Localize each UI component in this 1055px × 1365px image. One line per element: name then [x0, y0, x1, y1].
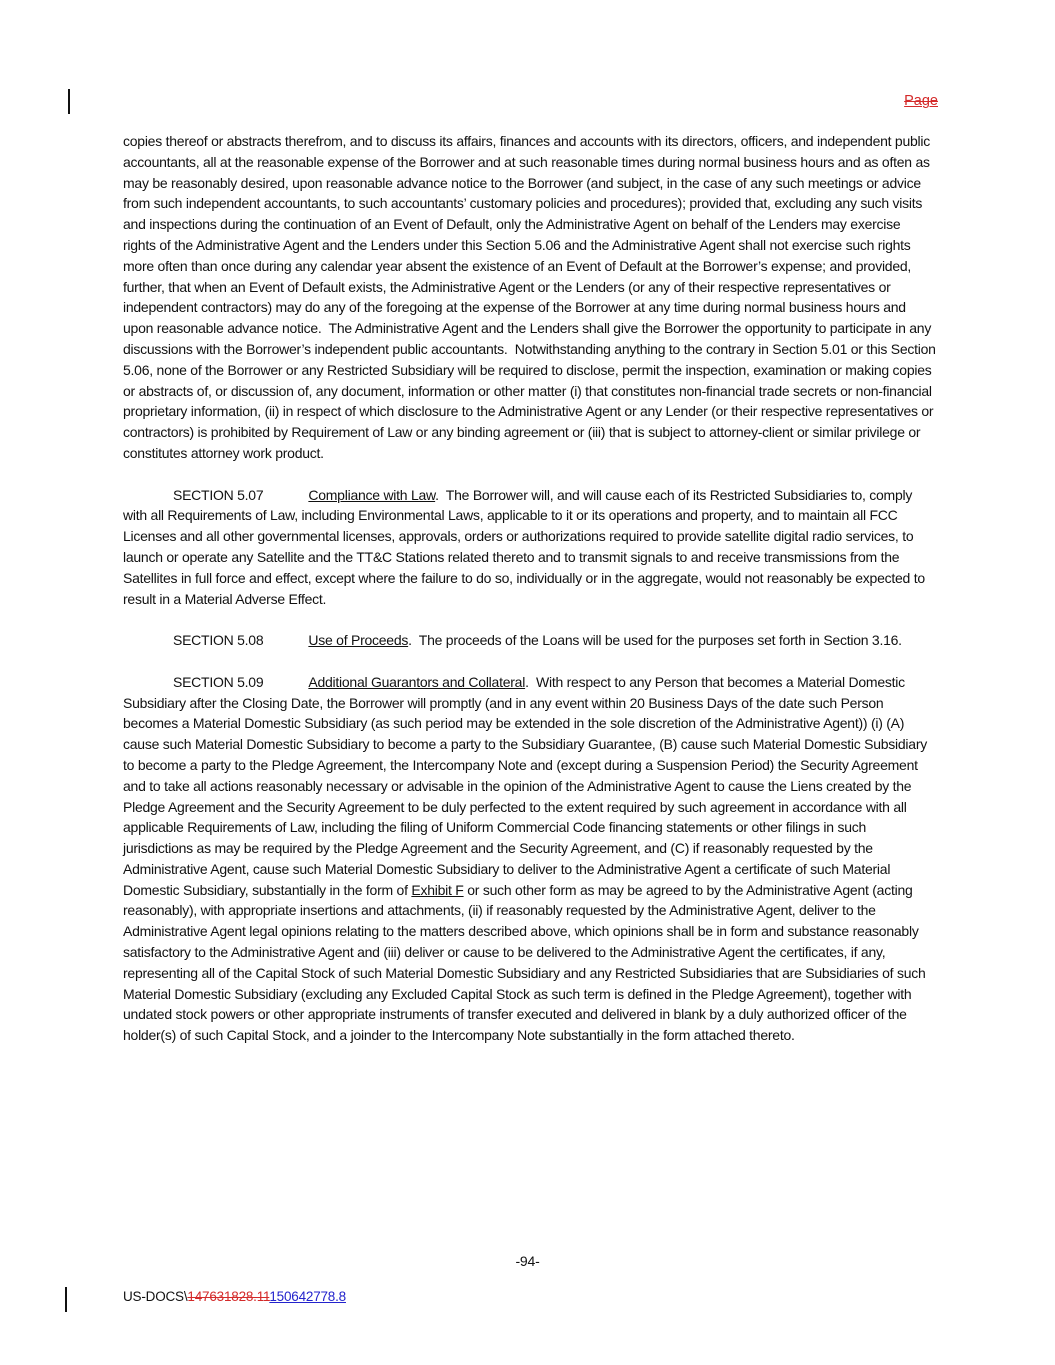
- document-body: [123, 131, 940, 1067]
- doc-id-prefix: US-DOCS\: [123, 1289, 188, 1304]
- paragraph-section-5.08: [123, 630, 936, 651]
- text-run: Compliance with Law: [308, 486, 436, 503]
- text-run: or such other form as may be agreed to by the Administrative Agent (acting reasonably), with appropriate insertions and attachments, (ii) if reasonably requested by the Administrative Agent, deliver to the Administrative Agent legal opinions relating to the matters described above, which opinions shall be in form and substance reasonably satisfactory to the Administrative Agent and (iii) deliver or cause to be delivered to the Administrative Agent the certificates, if any, representing all of the Capital Stock of such Material Domestic Subsidiary and any Restricted Subsidiaries that are Subsidiaries of such Material Domestic Subsidiary (excluding any Excluded Capital Stock as such term is defined in the Pledge Agreement), together with undated stock powers or other appropriate instruments of transfer executed and delivered in blank by a duly authorized officer of the holder(s) of such Capital Stock, and a joinder to the Intercompany Note substantially in the form attached thereto.: [123, 881, 930, 1044]
- text-run: Additional Guarantors and Collateral: [308, 673, 526, 690]
- text-run: copies thereof or abstracts therefrom, and to discuss its affairs, finances and accounts with its directors, officers, and independent public accountants, all at the reasonable expense of the Borrower and at such reasonable times during normal business hours and as often as may be reasonably desired, upon reasonable advance notice to the Borrower (and subject, in the case of any such meetings or advice from such independent accountants, to such accountants’ customary policies and procedures); provided that, excluding any such visits and inspections during the continuation of an Event of Default, only the Administrative Agent on behalf of the Lenders may exercise rights of the Administrative Agent and the Lenders under this Section 5.06 and the Administrative Agent shall not exercise such rights more often than once during any calendar year absent the existence of an Event of Default at the Borrower’s expense; and provided, further, that when an Event of Default exists, the Administrative Agent or the Lenders (or any of their respective representatives or independent contractors) may do any of the foregoing at the expense of the Borrower at any time during normal business hours and upon reasonable advance notice. The Administrative Agent and the Lenders shall give the Borrower the opportunity to participate in any discussions with the Borrower’s independent public accountants. Notwithstanding anything to the contrary in Section 5.01 or this Section 5.06, none of the Borrower or any Restricted Subsidiary will be required to disclose, permit the inspection, examination or making copies or abstracts of, or discussion of, any document, information or other matter (i) that constitutes non-financial trade secrets or non-financial proprietary information, (ii) in respect of which disclosure to the Administrative Agent or any Lender (or their respective representatives or contractors) is prohibited by Requirement of Law or any binding agreement or (iii) that is subject to attorney-client or similar privilege or constitutes attorney work product.: [123, 133, 940, 461]
- page-number: -94-: [515, 1253, 540, 1269]
- revision-change-bar-bottom: [65, 1287, 67, 1312]
- deleted-page-header: Page: [904, 93, 938, 109]
- text-run: Exhibit F: [411, 881, 464, 898]
- text-run: SECTION 5.09: [173, 673, 264, 690]
- doc-id-inserted: 150642778.8: [269, 1289, 346, 1304]
- paragraph-section-5.06-continuation: [123, 131, 940, 464]
- doc-id-footer: [123, 1289, 346, 1304]
- text-run: . The proceeds of the Loans will be used for the purposes set forth in Section 3.16.: [408, 632, 902, 649]
- text-run: SECTION 5.07: [173, 486, 264, 503]
- paragraph-section-5.09: [123, 672, 936, 1046]
- doc-id-deleted: 147631828.11: [187, 1289, 270, 1304]
- paragraph-section-5.07: [123, 485, 936, 610]
- text-run: Use of Proceeds: [308, 632, 409, 649]
- text-run: SECTION 5.08: [173, 632, 264, 649]
- text-run: . The Borrower will, and will cause each of its Restricted Subsidiaries to, comply with all Requirements of Law, including Environmental Laws, applicable to it or its operations and property, and to maintain all FCC Licenses and all other governmental licenses, approvals, orders or authorizations required to provide satellite digital radio services, to launch or operate any Satellite and the TT&C Stations related thereto and to transmit signals to and receive transmissions from the Satellites in full force and effect, except where the failure to do so, individually or in the aggregate, would not reasonably be expected to result in a Material Adverse Effect.: [123, 486, 929, 607]
- revision-change-bar-top: [68, 89, 70, 114]
- text-run: . With respect to any Person that becomes a Material Domestic Subsidiary after the Closing Date, the Borrower will promptly (and in any event within 20 Business Days of the date such Person becomes a Material Domestic Subsidiary (as such period may be extended in the sole discretion of the Administrative Agent)) (i) (A) cause such Material Domestic Subsidiary to become a party to the Subsidiary Guarantee, (B) cause such Material Domestic Subsidiary to become a party to the Pledge Agreement, the Intercompany Note and (except during a Suspension Period) the Security Agreement and to take all actions reasonably necessary or advisable in the opinion of the Administrative Agent to cause the Liens created by the Pledge Agreement and the Security Agreement to be duly perfected to the extent required by such agreement in accordance with all applicable Requirements of Law, including the filing of Uniform Commercial Code financing statements or other filings in such jurisdictions as may be required by the Pledge Agreement and the Security Agreement, and (C) if reasonably requested by the Administrative Agent, cause such Material Domestic Subsidiary to deliver to the Administrative Agent a certificate of such Material Domestic Subsidiary, substantially in the form of: [123, 673, 931, 898]
